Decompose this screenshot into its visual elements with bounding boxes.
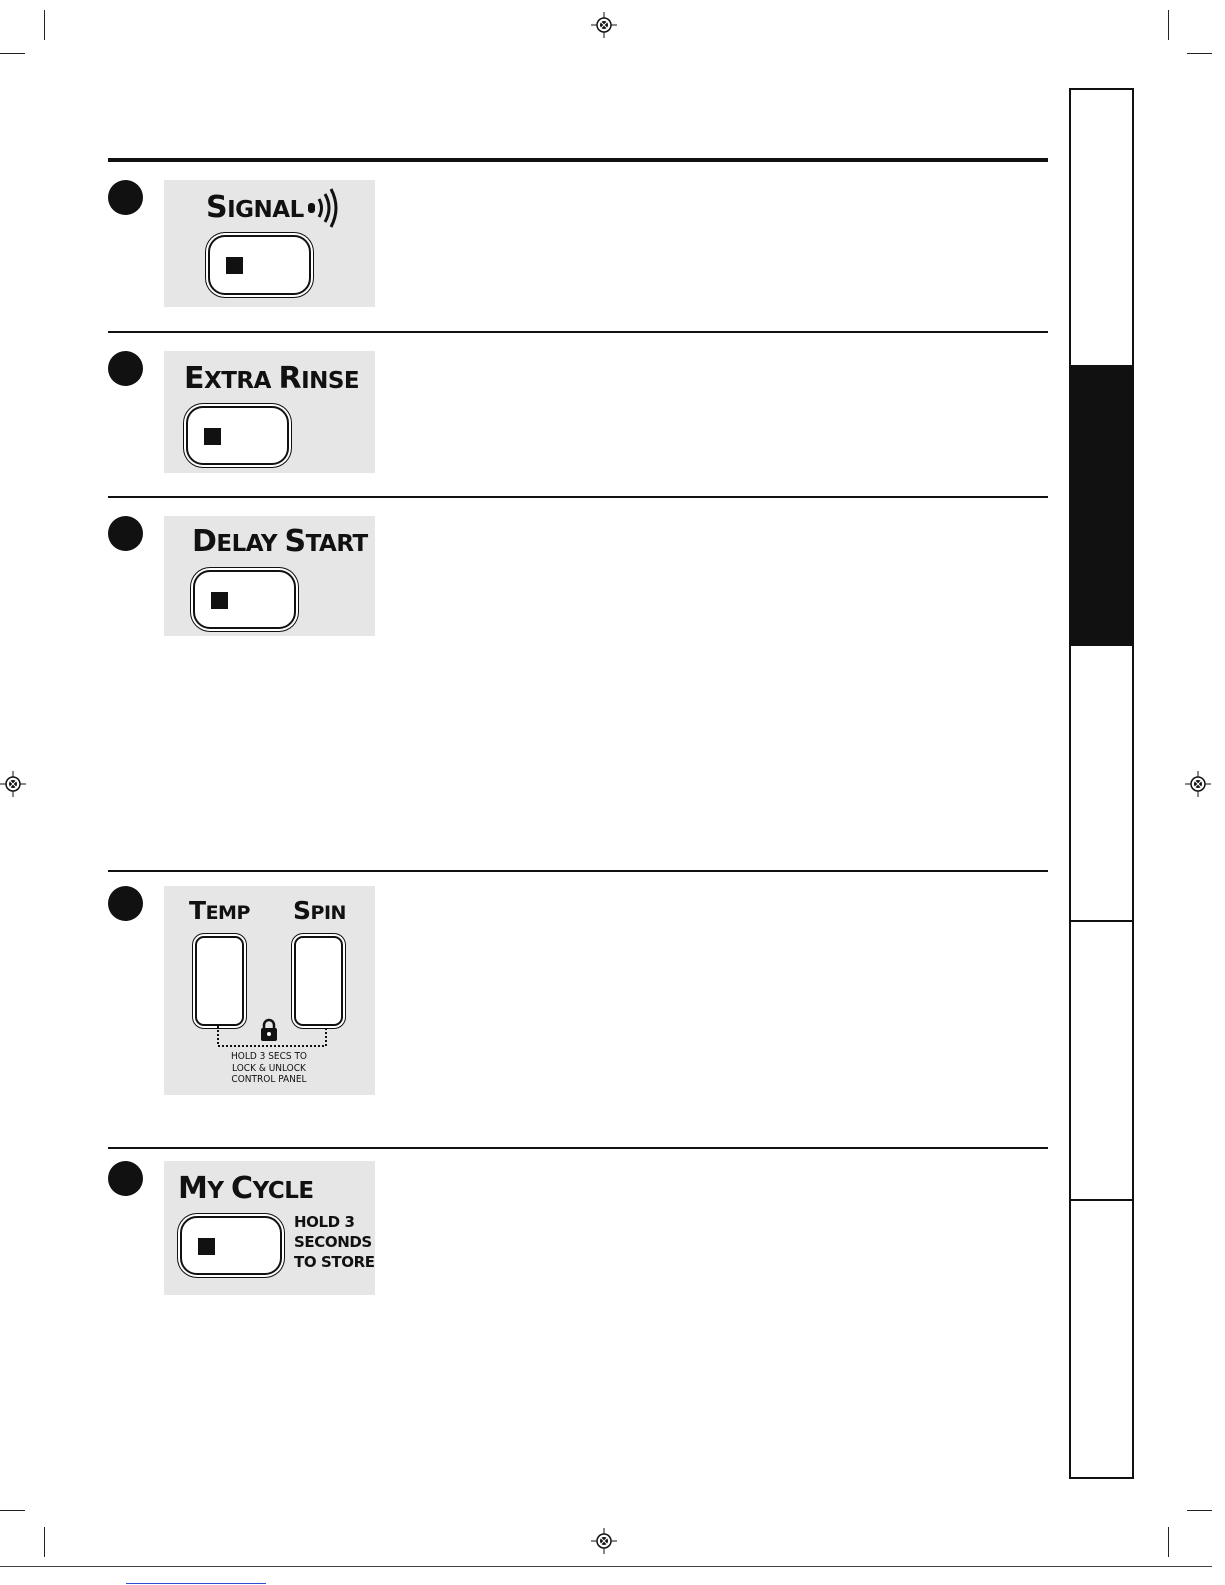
store-instructions: HOLD 3 SECONDS TO STORE <box>294 1213 375 1271</box>
section-bullet <box>108 351 143 386</box>
section-divider <box>108 870 1048 872</box>
registration-mark-icon <box>1185 771 1211 797</box>
section-bullet <box>108 516 143 551</box>
sound-wave-icon <box>306 188 342 228</box>
spin-button[interactable] <box>294 936 343 1026</box>
side-tab-2-active[interactable] <box>1069 365 1134 646</box>
status-light <box>211 592 228 609</box>
lock-instructions: HOLD 3 SECS TO LOCK & UNLOCK CONTROL PANEL <box>230 1051 308 1085</box>
side-tab-4[interactable] <box>1069 920 1134 1201</box>
section-bullet <box>108 886 143 921</box>
section-divider <box>108 331 1048 333</box>
temp-spin-panel <box>164 886 375 1095</box>
registration-mark-icon <box>0 771 26 797</box>
side-tab-1[interactable] <box>1069 88 1134 367</box>
status-light <box>226 257 243 274</box>
side-tab-5[interactable] <box>1069 1199 1134 1479</box>
delay-start-title: DELAY START <box>192 524 368 559</box>
section-divider <box>108 1147 1048 1149</box>
registration-mark-icon <box>591 12 617 38</box>
crop-mark <box>1187 1510 1212 1511</box>
my-cycle-button[interactable] <box>180 1216 282 1275</box>
extra-rinse-title: EXTRA RINSE <box>184 361 360 396</box>
crop-mark <box>0 53 25 54</box>
section-bullet <box>108 1161 143 1196</box>
extra-rinse-button[interactable] <box>186 406 289 465</box>
delay-start-panel <box>164 516 375 636</box>
signal-panel <box>164 180 375 307</box>
crop-mark <box>44 10 45 40</box>
temp-button[interactable] <box>195 936 244 1026</box>
footer-link-underline[interactable] <box>126 1583 266 1584</box>
crop-mark <box>1168 10 1169 40</box>
signal-button[interactable] <box>208 235 311 295</box>
temp-title: TEMP <box>189 896 250 925</box>
spin-title: SPIN <box>293 896 346 925</box>
status-light <box>204 428 221 445</box>
registration-mark-icon <box>591 1528 617 1554</box>
signal-title: SIGNAL <box>206 190 304 225</box>
crop-mark <box>0 1510 25 1511</box>
my-cycle-panel <box>164 1161 375 1295</box>
extra-rinse-panel <box>164 351 375 473</box>
my-cycle-title: MY CYCLE <box>178 1171 314 1206</box>
crop-mark <box>1168 1527 1169 1557</box>
crop-mark <box>44 1527 45 1557</box>
padlock-icon[interactable] <box>259 1018 279 1042</box>
page-trim-line <box>0 1566 1212 1567</box>
crop-mark <box>1187 53 1212 54</box>
side-tab-3[interactable] <box>1069 644 1134 922</box>
delay-start-button[interactable] <box>193 570 296 629</box>
section-top-rule <box>108 158 1048 162</box>
section-bullet <box>108 180 143 215</box>
section-divider <box>108 496 1048 498</box>
status-light <box>198 1238 215 1255</box>
